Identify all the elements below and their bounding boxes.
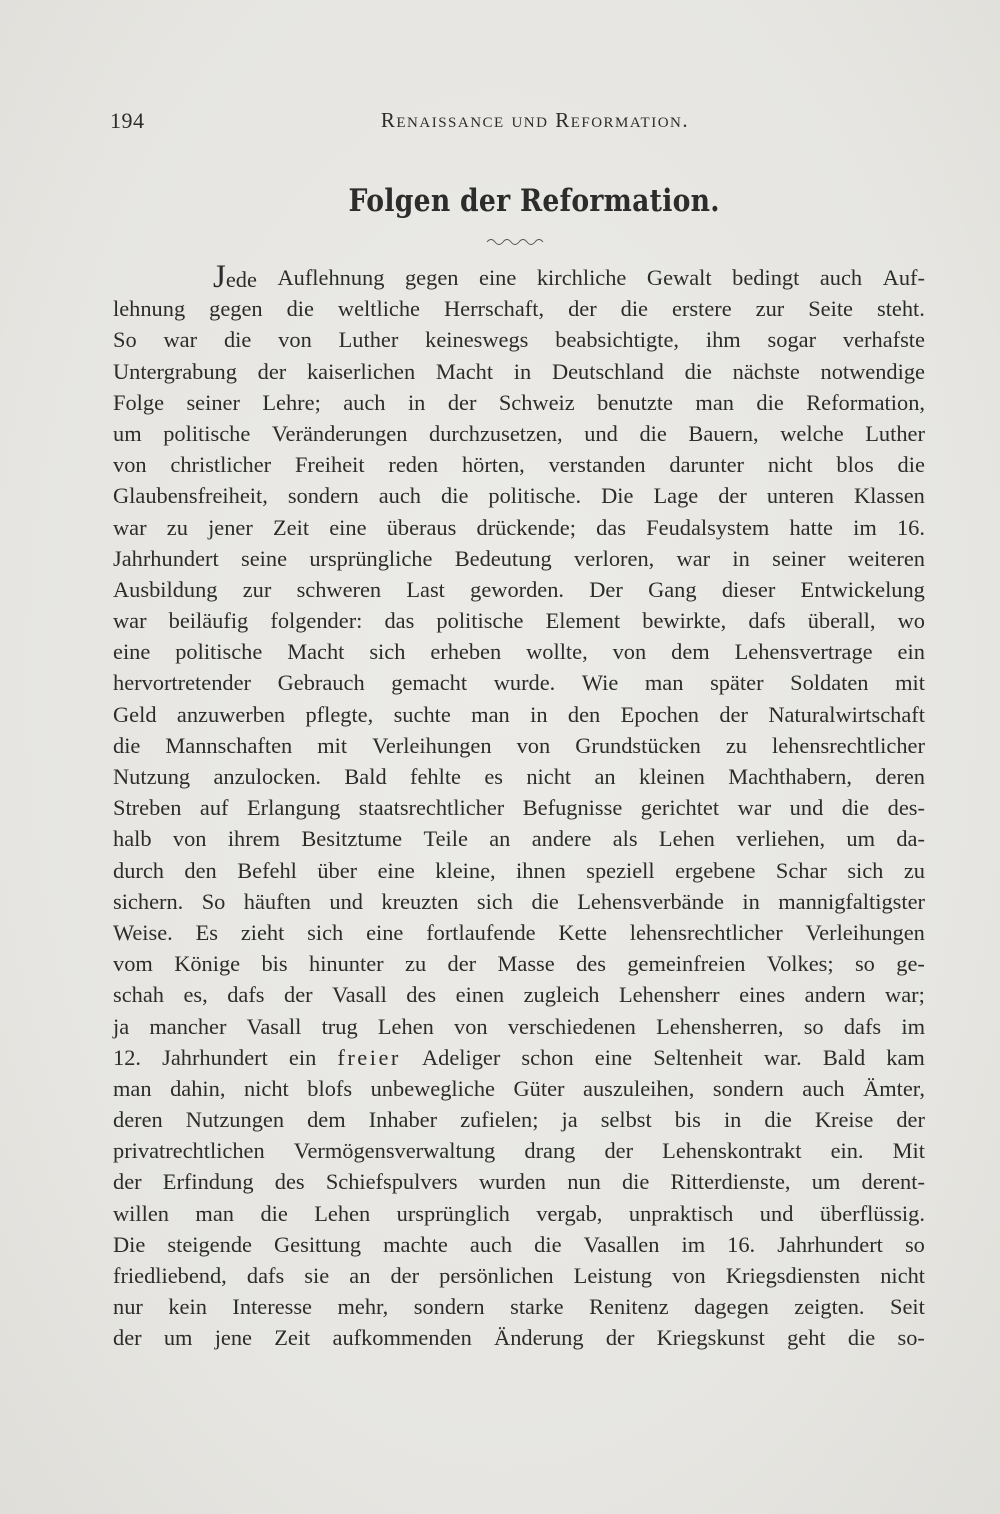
text-line: Jahrhundert seine ursprüngliche Bedeutung verloren, war in seiner weiteren bbox=[113, 545, 925, 571]
text-line: Die steigende Gesittung machte auch die Vasallen im 16. Jahrhundert so bbox=[113, 1231, 925, 1257]
text-line: Untergrabung der kaiserlichen Macht in Deutschland die nächste notwendige bbox=[113, 358, 925, 384]
text-line: Ausbildung zur schweren Last geworden. Der Gang dieser Entwickelung bbox=[113, 576, 925, 602]
running-title: Renaissance und Reformation. bbox=[380, 108, 690, 132]
wave-ornament-icon bbox=[485, 233, 545, 247]
text-line: ja mancher Vasall trug Lehen von verschiedenen Lehensherren, so dafs im bbox=[113, 1013, 925, 1039]
text-line: der um jene Zeit aufkommenden Änderung der Kriegskunst geht die so- bbox=[113, 1325, 925, 1351]
text-line: Nutzung anzulocken. Bald fehlte es nicht an kleinen Machthabern, deren bbox=[113, 764, 925, 789]
text-line: Weise. Es zieht sich eine fortlaufende Kette lehensrechtlicher Verleihungen bbox=[113, 919, 925, 945]
text-line: Geld anzuwerben pflegte, suchte man in den Epochen der Naturalwirtschaft bbox=[113, 701, 925, 727]
text-line: privatrechtlichen Vermögensverwaltung drang der Lehenskontrakt ein. Mit bbox=[113, 1138, 925, 1164]
text-line: nur kein Interesse mehr, sondern starke Renitenz dagegen zeigten. Seit bbox=[113, 1294, 925, 1320]
text-line: der Erfindung des Schiefspulvers wurden nun die Ritterdienste, um derent- bbox=[113, 1169, 925, 1195]
text-line: 12. Jahrhundert ein freier Adeliger schon eine Seltenheit war. Bald kam bbox=[113, 1044, 925, 1070]
text-line: hervortretender Gebrauch gemacht wurde. Wie man später Soldaten mit bbox=[113, 670, 925, 696]
text-line: halb von ihrem Besitztume Teile an andere als Lehen verliehen, um da- bbox=[113, 826, 925, 852]
text-line: schah es, dafs der Vasall des einen zugleich Lehensherr eines andern war; bbox=[113, 982, 925, 1008]
running-header bbox=[110, 108, 925, 138]
text-line: Jede Auflehnung gegen eine kirchliche Gewalt bedingt auch Auf- bbox=[213, 259, 925, 295]
text-line: um politische Veränderungen durchzusetzen, und die Bauern, welche Luther bbox=[113, 420, 925, 446]
page-number: 194 bbox=[110, 108, 145, 133]
text-line: war beiläufig folgender: das politische Element bewirkte, dafs überall, wo bbox=[113, 608, 925, 634]
text-line: war zu jener Zeit eine überaus drückende; das Feudalsystem hatte im 16. bbox=[113, 514, 925, 540]
text-line: von christlicher Freiheit reden hörten, verstanden darunter nicht blos die bbox=[113, 452, 925, 478]
text-line: lehnung gegen die weltliche Herrschaft, der die erstere zur Seite steht. bbox=[113, 296, 925, 322]
text-line: die Mannschaften mit Verleihungen von Grundstücken zu lehensrechtlicher bbox=[113, 732, 925, 758]
text-line: Streben auf Erlangung staatsrechtlicher Befugnisse gerichtet war und die des- bbox=[113, 795, 925, 821]
text-line: friedliebend, dafs sie an der persönlichen Leistung von Kriegsdiensten nicht bbox=[113, 1263, 925, 1288]
text-line: eine politische Macht sich erheben wollte, von dem Lehensvertrage ein bbox=[113, 639, 925, 665]
text-line: Glaubensfreiheit, sondern auch die politische. Die Lage der unteren Klassen bbox=[113, 483, 925, 509]
body-paragraph bbox=[113, 259, 925, 1354]
text-line: man dahin, nicht blofs unbewegliche Güter auszuleihen, sondern auch Ämter, bbox=[113, 1075, 925, 1101]
text-line: willen man die Lehen ursprünglich vergab, unpraktisch und überflüssig. bbox=[113, 1200, 925, 1226]
text-line: durch den Befehl über eine kleine, ihnen speziell ergebene Schar sich zu bbox=[113, 857, 925, 883]
text-line: sichern. So häuften und kreuzten sich die Lehensverbände in mannigfaltigster bbox=[113, 888, 925, 914]
chapter-title: Folgen der Reformation. bbox=[348, 183, 720, 219]
text-line: deren Nutzungen dem Inhaber zufielen; ja selbst bis in die Kreise der bbox=[113, 1107, 925, 1133]
text-line: So war die von Luther keineswegs beabsichtigte, ihm sogar verhafste bbox=[113, 327, 925, 353]
text-line: vom Könige bis hinunter zu der Masse des gemeinfreien Volkes; so ge- bbox=[113, 951, 925, 977]
text-line: Folge seiner Lehre; auch in der Schweiz benutzte man die Reformation, bbox=[113, 389, 925, 415]
